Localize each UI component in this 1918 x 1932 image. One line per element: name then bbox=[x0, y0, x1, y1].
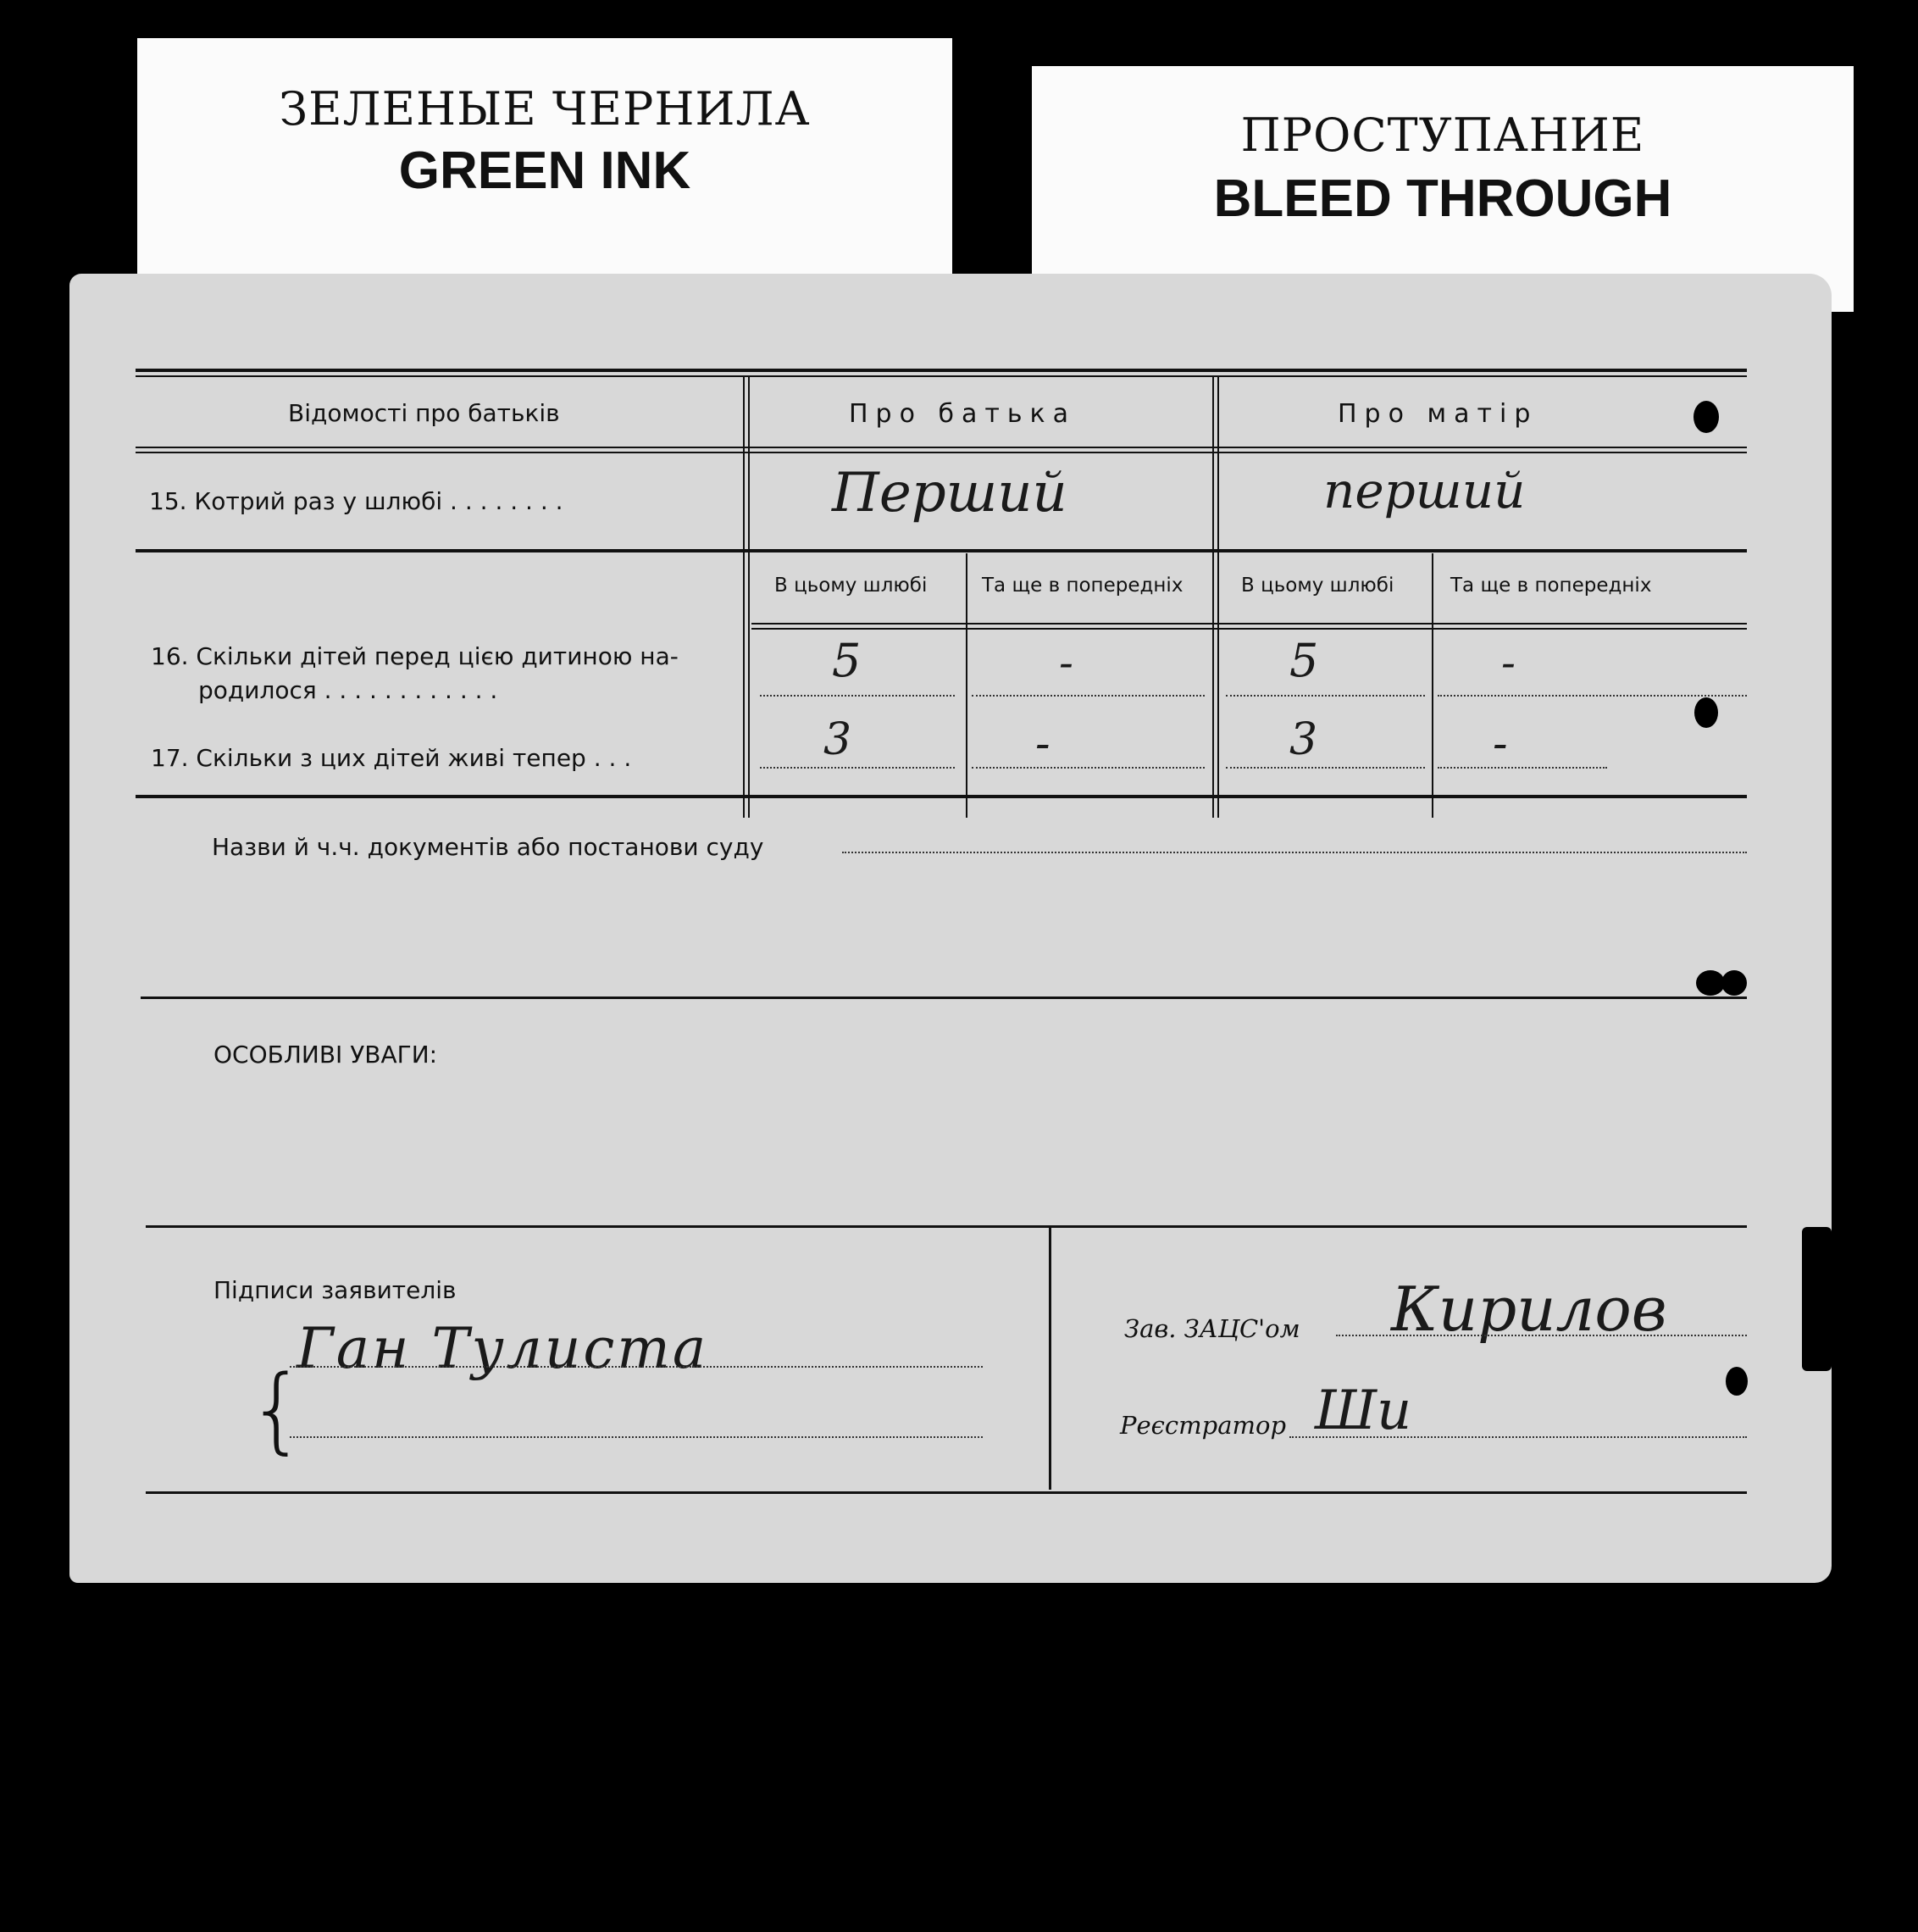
applicant-signature-line-1 bbox=[290, 1366, 983, 1368]
header-divider-2 bbox=[136, 452, 1747, 453]
zags-head-signature: Кирилов bbox=[1391, 1274, 1667, 1345]
col-divider-mother bbox=[1212, 377, 1214, 818]
q15-father-value: Перший bbox=[832, 462, 1067, 525]
label-card-green-ink bbox=[137, 38, 952, 284]
punch-hole bbox=[1693, 401, 1719, 433]
q16-father-prev-line bbox=[972, 695, 1205, 697]
q17-mother-prev: - bbox=[1493, 719, 1508, 769]
documents-bottom-line bbox=[141, 997, 1747, 999]
q17-mother-prev-line bbox=[1438, 767, 1607, 769]
subheader-mother-previous: Та ще в попередніх bbox=[1450, 575, 1652, 597]
applicant-signature-line-2 bbox=[290, 1436, 983, 1438]
documents-line bbox=[842, 852, 1747, 853]
q16-father-this-line bbox=[760, 695, 955, 697]
q16-mother-this-line bbox=[1226, 695, 1425, 697]
subcol-divider-mother bbox=[1432, 553, 1433, 818]
subheader-father-previous: Та ще в попередніх bbox=[982, 575, 1184, 597]
q17-father-this-line bbox=[760, 767, 955, 769]
subheader-divider bbox=[751, 623, 1747, 625]
q16-label-line2: родилося . . . . . . . . . . . . bbox=[198, 676, 498, 704]
subcol-divider-father bbox=[966, 553, 967, 818]
applicant-signature: Ган Тулиста bbox=[297, 1316, 709, 1381]
label-green-ink-en: GREEN INK bbox=[398, 142, 691, 200]
q15-label: 15. Котрий раз у шлюбі . . . . . . . . bbox=[149, 487, 563, 515]
registrar-signature: Ши bbox=[1315, 1380, 1412, 1442]
col-divider-mother-2 bbox=[1217, 377, 1219, 818]
label-bleed-through-en: BLEED THROUGH bbox=[1213, 169, 1672, 228]
punch-hole bbox=[1694, 697, 1718, 728]
form-bottom-line bbox=[146, 1491, 1747, 1494]
q16-mother-prev-line bbox=[1438, 695, 1747, 697]
subheader-divider-2 bbox=[751, 628, 1747, 630]
signature-brace: { bbox=[247, 1355, 307, 1463]
q16-father-prev: - bbox=[1059, 638, 1073, 687]
header-about-mother: Про матір bbox=[1338, 399, 1538, 429]
zags-head-label: Зав. ЗАЦС'ом bbox=[1124, 1314, 1300, 1343]
q16-father-this: 5 bbox=[832, 634, 862, 687]
q16-mother-this: 5 bbox=[1289, 634, 1319, 687]
zags-head-line bbox=[1336, 1335, 1747, 1336]
q16-label-line1: 16. Скільки дітей перед цією дитиною на- bbox=[151, 642, 679, 670]
row15-divider bbox=[136, 549, 1747, 552]
registrar-label: Реєстратор bbox=[1120, 1411, 1287, 1440]
q17-mother-this: 3 bbox=[1289, 714, 1318, 765]
header-about-father: Про батька bbox=[849, 399, 1077, 429]
header-parents-info: Відомості про батьків bbox=[288, 399, 560, 427]
col-divider-father bbox=[743, 377, 745, 818]
registration-form-card bbox=[69, 274, 1832, 1583]
special-notes-label: ОСОБЛИВІ УВАГИ: bbox=[213, 1041, 438, 1069]
table-bottom-line bbox=[136, 795, 1747, 798]
punch-hole bbox=[1726, 1367, 1748, 1396]
q16-mother-prev: - bbox=[1501, 638, 1516, 687]
header-divider bbox=[136, 447, 1747, 448]
punch-hole bbox=[1696, 970, 1725, 996]
top-border-line-thin bbox=[136, 375, 1747, 377]
label-green-ink-ru: ЗЕЛЕНЫЕ ЧЕРНИЛА bbox=[279, 82, 811, 136]
punch-hole bbox=[1721, 970, 1747, 996]
subheader-mother-this-marriage: В цьому шлюбі bbox=[1241, 575, 1394, 597]
q15-mother-value: перший bbox=[1323, 462, 1526, 519]
col-divider-father-2 bbox=[748, 377, 750, 818]
subheader-father-this-marriage: В цьому шлюбі bbox=[774, 575, 928, 597]
q17-father-prev-line bbox=[972, 767, 1205, 769]
punch-hole bbox=[1802, 1227, 1832, 1371]
signature-divider bbox=[1049, 1227, 1051, 1490]
q17-father-prev: - bbox=[1035, 719, 1050, 769]
q17-father-this: 3 bbox=[823, 714, 852, 765]
notes-bottom-line bbox=[146, 1225, 1747, 1228]
label-bleed-through-ru: ПРОСТУПАНИЕ bbox=[1240, 108, 1645, 162]
documents-label: Назви й ч.ч. документів або постанови суду bbox=[212, 833, 764, 861]
registrar-line bbox=[1289, 1436, 1747, 1438]
signatures-label: Підписи заявителів bbox=[213, 1276, 457, 1304]
q17-label: 17. Скільки з цих дітей живі тепер . . . bbox=[151, 744, 632, 772]
top-border-line bbox=[136, 369, 1747, 372]
q17-mother-this-line bbox=[1226, 767, 1425, 769]
